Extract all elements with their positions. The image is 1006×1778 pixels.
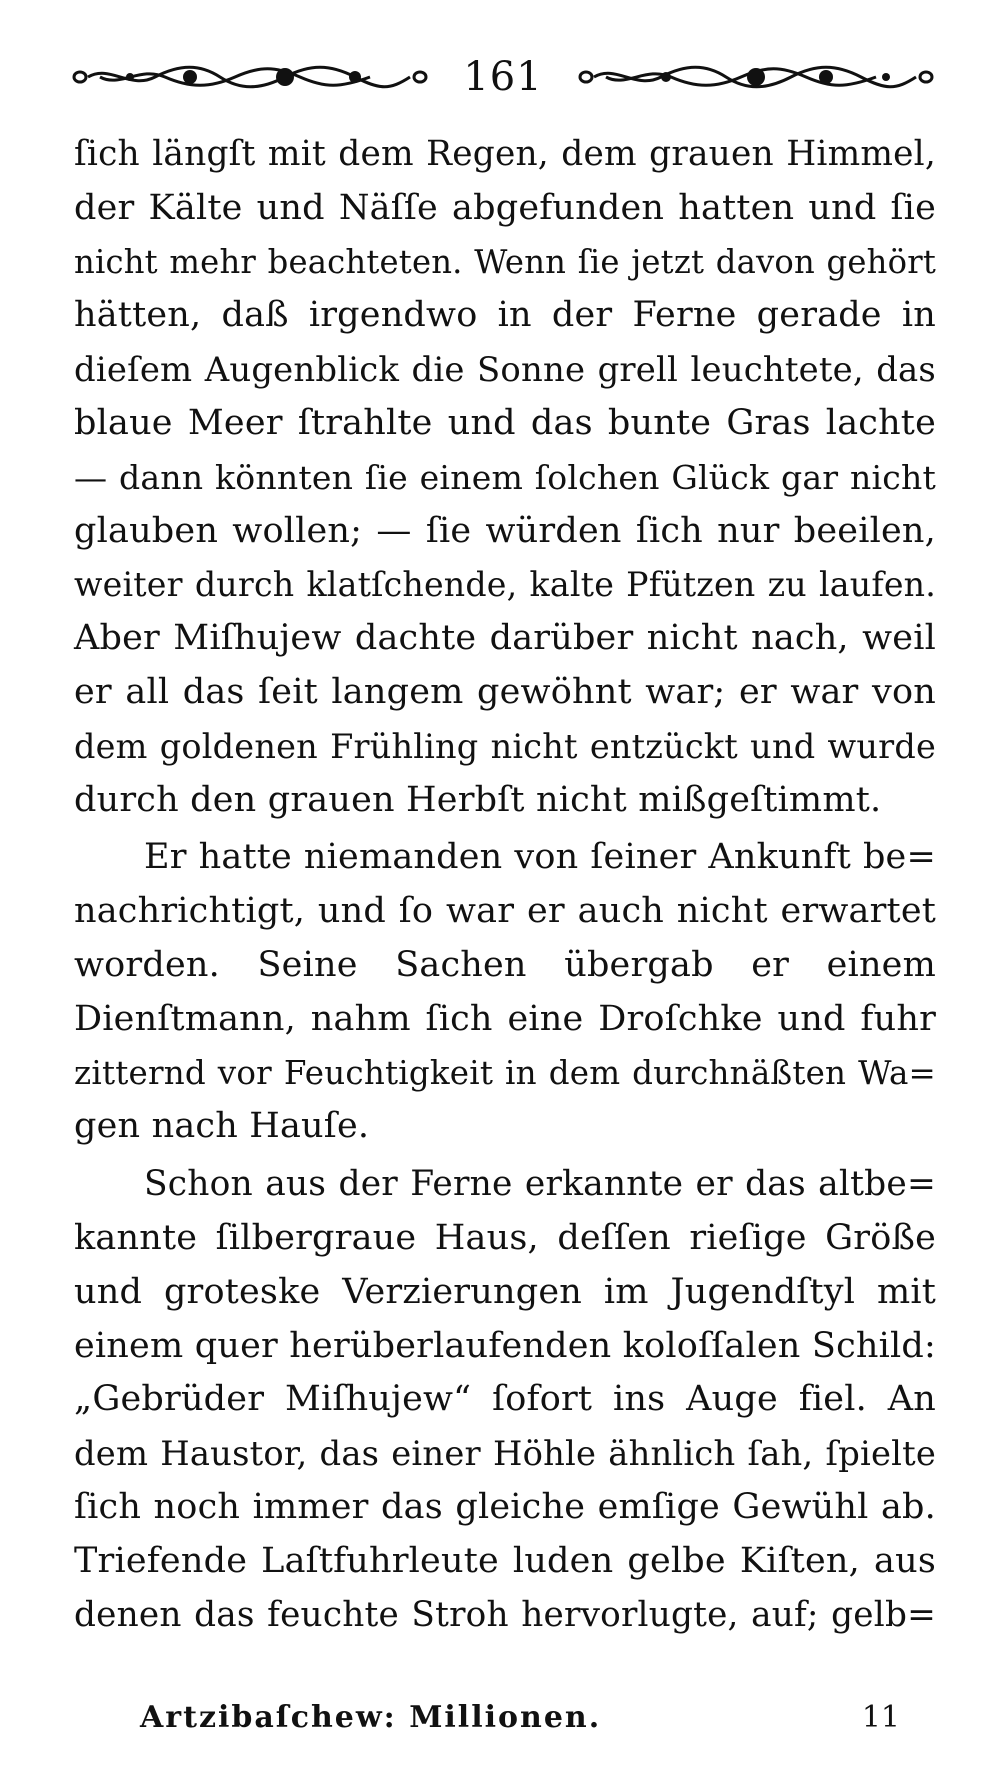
signature-mark: Artzibaſchew: Millionen. bbox=[140, 1700, 602, 1735]
text-line: weiter durch klatſchende, kalte Pfützen zu laufen. bbox=[74, 565, 936, 605]
text-line: hätten, daß irgendwo in der Ferne gerade in bbox=[74, 295, 936, 336]
page-footer bbox=[140, 1700, 900, 1735]
text-line: einem quer herüberlaufenden koloſſalen Schild: bbox=[74, 1325, 936, 1366]
page-number: 161 bbox=[463, 54, 543, 100]
sheet-number: 11 bbox=[861, 1700, 900, 1735]
text-line: nicht mehr beachteten. Wenn ſie jetzt davon gehört bbox=[74, 242, 936, 281]
text-line: „Gebrüder Miſhujew“ ſofort ins Auge fiel. An bbox=[74, 1379, 936, 1420]
text-line: Triefende Laſtfuhrleute luden gelbe Kiſten, aus bbox=[74, 1540, 936, 1581]
ornament-right-icon bbox=[576, 60, 936, 94]
text-line: nachrichtigt, und ſo war er auch nicht erwartet bbox=[74, 891, 936, 932]
text-line: durch den grauen Herbſt nicht mißgeſtimmt. bbox=[74, 779, 882, 820]
text-line: ſich längſt mit dem Regen, dem grauen Himmel, bbox=[74, 134, 936, 174]
text-line: Er hatte niemanden von ſeiner Ankunft be= bbox=[144, 837, 936, 878]
body-text bbox=[74, 128, 936, 1646]
page-header bbox=[70, 52, 936, 102]
text-line: gen nach Hauſe. bbox=[74, 1106, 370, 1147]
text-line: ſich noch immer das gleiche emſige Gewühl ab. bbox=[74, 1486, 936, 1527]
text-line: zitternd vor Feuchtigkeit in dem durchnäßten Wa= bbox=[74, 1053, 936, 1092]
paragraph bbox=[74, 128, 936, 827]
text-line: glauben wollen; — ſie würden ſich nur beeilen, bbox=[74, 510, 936, 551]
paragraph bbox=[74, 1158, 936, 1642]
text-line: Schon aus der Ferne erkannte er das altbe= bbox=[144, 1164, 936, 1205]
text-line: worden. Seine Sachen übergab er einem bbox=[74, 944, 936, 985]
text-line: er all das ſeit langem gewöhnt war; er war von bbox=[74, 671, 936, 712]
text-line: Dienſtmann, nahm ſich eine Droſchke und fuhr bbox=[74, 998, 936, 1039]
text-line: dem goldenen Frühling nicht entzückt und wurde bbox=[74, 726, 936, 766]
ornament-left-icon bbox=[70, 60, 430, 94]
text-line: kannte ſilbergraue Haus, deſſen rieſige Größe bbox=[74, 1217, 936, 1258]
text-line: dieſem Augenblick die Sonne grell leuchtete, das bbox=[74, 350, 936, 390]
text-line: — dann könnten ſie einem ſolchen Glück gar nicht bbox=[74, 457, 936, 497]
paragraph bbox=[74, 831, 936, 1154]
text-line: Aber Miſhujew dachte darüber nicht nach, weil bbox=[74, 618, 936, 659]
text-line: und groteske Verzierungen im Jugendſtyl mit bbox=[74, 1271, 936, 1312]
text-line: dem Haustor, das einer Höhle ähnlich ſah, ſpielte bbox=[74, 1434, 936, 1474]
text-line: der Kälte und Näſſe abgefunden hatten und ſie bbox=[74, 187, 936, 228]
text-line: denen das feuchte Stroh hervorlugte, auf; gelb= bbox=[74, 1594, 936, 1635]
text-line: blaue Meer ſtrahlte und das bunte Gras lachte bbox=[74, 402, 936, 443]
